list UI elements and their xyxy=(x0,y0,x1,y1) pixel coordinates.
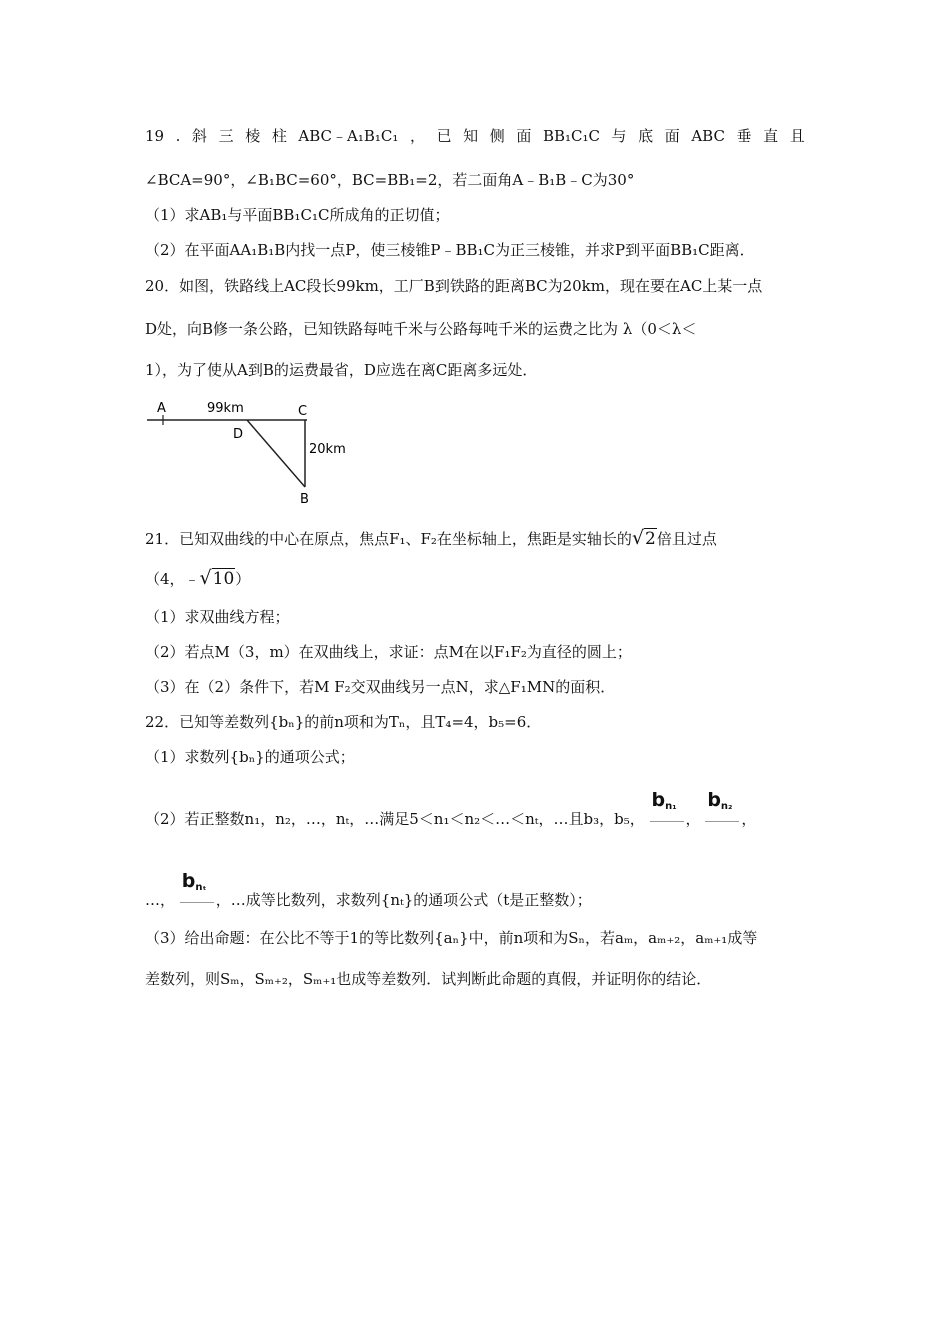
q19-part-1: （1）求AB₁与平面BB₁C₁C所成角的正切值； xyxy=(145,206,450,224)
sqrt-2: √2 xyxy=(631,527,656,549)
q19-line-2: ∠BCA=90°，∠B₁BC=60°，BC=BB₁=2，若二面角A﹣B₁B﹣C为30° xyxy=(145,171,635,189)
label-ac-length: 99km xyxy=(207,401,244,416)
q22-part-3-line-1: （3）给出命题：在公比不等于1的等比数列{aₙ}中，前n项和为Sₙ，若aₘ，aₘ₊₂，aₘ₊₁成等 xyxy=(145,929,758,947)
q20-line-1: 20．如图，铁路线上AC段长99km，工厂B到铁路的距离BC为20km，现在要在AC上某一点 xyxy=(145,277,763,295)
q19-line-1: 19 . 斜 三 棱 柱 ABC﹣A₁B₁C₁ ， 已 知 侧 面 BB₁C₁C 与 底 面 ABC 垂 直 且 xyxy=(145,127,805,145)
q22-part-3-line-2: 差数列，则Sₘ，Sₘ₊₂，Sₘ₊₁也成等差数列．试判断此命题的真假，并证明你的结论． xyxy=(145,970,712,988)
label-d: D xyxy=(233,427,244,442)
q22-line-1: 22．已知等差数列{bₙ}的前n项和为Tₙ，且T₄=4，b₅=6． xyxy=(145,713,542,731)
q21-part-1: （1）求双曲线方程； xyxy=(145,608,290,626)
label-bc-length: 20km xyxy=(309,442,346,457)
b-n2-term: $b_{n_2}$ xyxy=(705,796,741,830)
b-nt-term: $b_{n_t}$ xyxy=(180,877,216,911)
q22-part-1: （1）求数列{bₙ}的通项公式； xyxy=(145,748,355,766)
label-b: B xyxy=(300,492,309,507)
q20-figure xyxy=(145,395,365,510)
b-n1-term: $b_{n_1}$ xyxy=(650,796,686,830)
label-c: C xyxy=(298,404,308,419)
q21-line-1: 21．已知双曲线的中心在原点，焦点F₁、F₂在坐标轴上，焦距是实轴长的√2倍且过点 xyxy=(145,527,717,549)
q22-part-2-line-1: （2）若正整数n₁，n₂，…，nₜ，…满足5＜n₁＜n₂＜…＜nₜ，…且b₃，b₅， $b_{n_1}$ ， $b_{n_2}$ ， xyxy=(145,789,757,828)
q21-line-2: （4，﹣√10） xyxy=(145,567,251,589)
q22-part-2-line-2: …， $b_{n_t}$ ，…成等比数列，求数列{nₜ}的通项公式（t是正整数）； xyxy=(145,870,592,909)
q21-part-3: （3）在（2）条件下，若M F₂交双曲线另一点N，求△F₁MN的面积． xyxy=(145,678,616,696)
q19-part-2: （2）在平面AA₁B₁B内找一点P，使三棱锥P﹣BB₁C为正三棱锥，并求P到平面BB₁C距离． xyxy=(145,241,755,259)
q21-part-2: （2）若点M（3，m）在双曲线上，求证：点M在以F₁F₂为直径的圆上； xyxy=(145,643,632,661)
label-a: A xyxy=(157,401,166,416)
sqrt-10: √10 xyxy=(199,567,235,589)
q20-line-2: D处，向B修一条公路，已知铁路每吨千米与公路每吨千米的运费之比为 λ（0＜λ＜ xyxy=(145,320,697,338)
q20-line-3: 1），为了使从A到B的运费最省，D应选在离C距离多远处． xyxy=(145,361,538,379)
segment-db xyxy=(247,420,305,487)
